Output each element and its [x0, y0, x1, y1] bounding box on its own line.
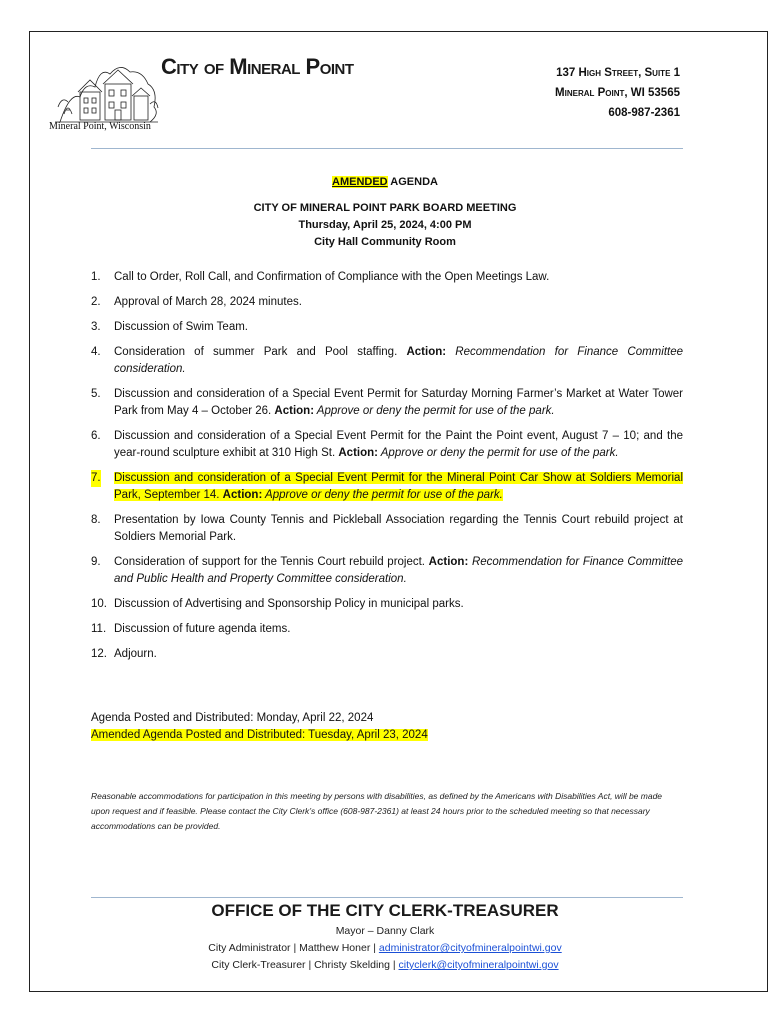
item-number: 11. — [91, 623, 107, 635]
item-number: 10. — [91, 598, 107, 610]
item-text: Discussion and consideration of a Special Event Permit for the Mineral Point Car Show at Soldiers Memorial Park, September 14. — [114, 472, 683, 501]
item-text: Approval of March 28, 2024 minutes. — [114, 296, 302, 308]
action-label: Action: — [428, 556, 469, 568]
item-text: Discussion of Swim Team. — [114, 321, 248, 333]
meeting-name: CITY OF MINERAL POINT PARK BOARD MEETING — [253, 202, 517, 214]
clerk-line — [30, 959, 740, 971]
action-label: Action: — [274, 405, 315, 417]
agenda-item — [91, 621, 683, 638]
header-divider — [91, 148, 683, 149]
item-number: 9. — [91, 556, 101, 568]
item-text: Discussion and consideration of a Special Event Permit for Saturday Morning Farmer’s Market at Water Tower Park from May 4 – October 26. — [114, 388, 683, 417]
item-number: 5. — [91, 388, 101, 400]
agenda-item — [91, 269, 683, 286]
item-number: 7. — [91, 470, 101, 487]
agenda-item — [91, 554, 683, 588]
item-number: 12. — [91, 648, 107, 660]
agenda-item — [91, 294, 683, 311]
item-text: Discussion of future agenda items. — [114, 623, 291, 635]
action-text: Recommendation for Finance Committee consideration. — [114, 346, 683, 375]
action-text: Recommendation for Finance Committee and Public Health and Property Committee consideration. — [114, 556, 683, 585]
administrator-line — [30, 942, 740, 954]
item-number: 8. — [91, 514, 101, 526]
city-hall-sketch-logo — [50, 52, 162, 132]
meeting-info — [30, 200, 740, 251]
item-number: 1. — [91, 271, 101, 283]
item-text: Consideration of summer Park and Pool staffing. — [114, 346, 407, 358]
meeting-date-time: Thursday, April 25, 2024, 4:00 PM — [298, 219, 472, 231]
address-line-1: 137 High Street, Suite 1 — [556, 67, 680, 79]
agenda-word: AGENDA — [387, 176, 438, 188]
posted-date: Agenda Posted and Distributed: Monday, April 22, 2024 — [91, 712, 374, 724]
meeting-location: City Hall Community Room — [314, 236, 456, 248]
clerk-label: City Clerk-Treasurer | Christy Skelding | — [211, 959, 399, 971]
amended-posted-date: Amended Agenda Posted and Distributed: Tuesday, April 23, 2024 — [91, 729, 428, 741]
mayor-line: Mayor – Danny Clark — [335, 925, 435, 937]
agenda-item — [91, 512, 683, 546]
posting-info — [91, 710, 428, 744]
action-text: Approve or deny the permit for use of the park. — [262, 489, 503, 501]
agenda-item — [91, 319, 683, 336]
agenda-item-highlighted — [91, 470, 683, 504]
item-text: Adjourn. — [114, 648, 157, 660]
agenda-item — [91, 428, 683, 462]
item-text: Discussion of Advertising and Sponsorship Policy in municipal parks. — [114, 598, 464, 610]
agenda-item — [91, 344, 683, 378]
item-number: 6. — [91, 430, 101, 442]
action-text: Approve or deny the permit for use of the park. — [377, 447, 619, 459]
clerk-email-link[interactable]: cityclerk@cityofmineralpointwi.gov — [398, 959, 559, 971]
city-name-heading: City of Mineral Point — [161, 54, 354, 79]
agenda-item — [91, 646, 683, 663]
logo-caption: Mineral Point, Wisconsin — [49, 121, 151, 132]
action-text: Approve or deny the permit for use of the park. — [314, 405, 555, 417]
item-text: Presentation by Iowa County Tennis and Pickleball Association regarding the Tennis Court rebuild project at Soldiers Memorial Park. — [114, 514, 683, 543]
item-text: Call to Order, Roll Call, and Confirmation of Compliance with the Open Meetings Law. — [114, 271, 550, 283]
administrator-label: City Administrator | Matthew Honer | — [208, 942, 379, 954]
phone-number: 608-987-2361 — [608, 107, 680, 119]
item-text: Consideration of support for the Tennis Court rebuild project. — [114, 556, 429, 568]
agenda-item — [91, 596, 683, 613]
accessibility-notice: Reasonable accommodations for participation in this meeting by persons with disabilities, as defined by the Americans with Disabilities Act, will be made upon request and if feasible. Please contact the City Clerk’s office (608-987-2361) at least 24 hours prior to the scheduled meeting so that necessary accommodations can be provided. — [91, 791, 663, 831]
item-text: Discussion and consideration of a Special Event Permit for the Paint the Point event, August 7 – 10; and the year-round sculpture exhibit at 310 High St. — [114, 430, 683, 459]
item-number: 3. — [91, 321, 101, 333]
action-label: Action: — [222, 489, 263, 501]
agenda-list — [91, 269, 683, 671]
agenda-item — [91, 386, 683, 420]
agenda-label — [30, 176, 740, 188]
administrator-email-link[interactable]: administrator@cityofmineralpointwi.gov — [378, 942, 562, 954]
amended-highlight: AMENDED — [332, 176, 388, 188]
document-page — [29, 31, 768, 992]
city-address-block — [555, 63, 680, 123]
office-heading: OFFICE OF THE CITY CLERK-TREASURER — [211, 901, 559, 920]
item-number: 4. — [91, 346, 101, 358]
item-number: 2. — [91, 296, 101, 308]
action-label: Action: — [406, 346, 447, 358]
address-line-2: Mineral Point, WI 53565 — [555, 87, 680, 99]
action-label: Action: — [338, 447, 378, 459]
footer-divider — [91, 897, 683, 898]
